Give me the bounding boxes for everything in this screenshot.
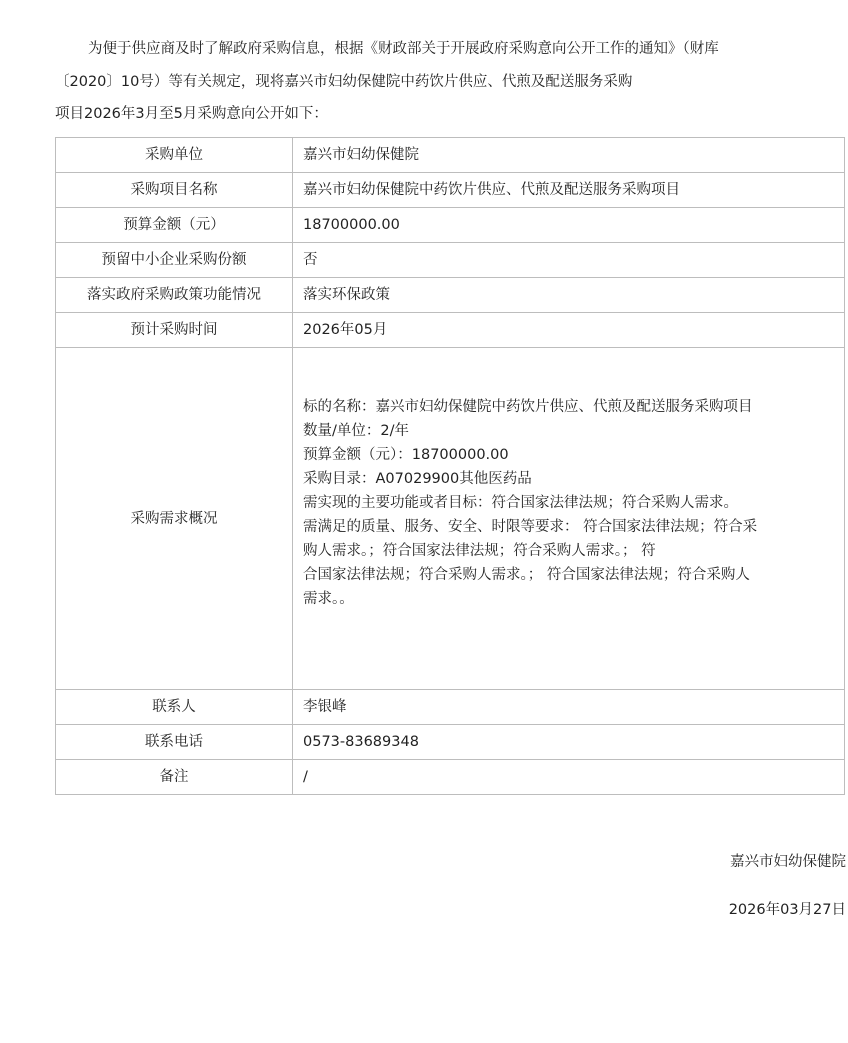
overview-line: 合国家法律法规；符合采购人需求。； 符合国家法律法规；符合采购人 [303, 566, 750, 583]
row-label: 联系电话 [56, 725, 293, 760]
table-row-project-name [56, 173, 845, 208]
overview-line: 标的名称：嘉兴市妇幼保健院中药饮片供应、代煎及配送服务采购项目 [303, 398, 753, 415]
row-value: 嘉兴市妇幼保健院 [293, 138, 845, 173]
table-row-time [56, 313, 845, 348]
table-row-phone [56, 725, 845, 760]
intro-line-1: 为便于供应商及时了解政府采购信息，根据《财政部关于开展政府采购意向公开工作的通知》（财库 [88, 41, 719, 57]
overview-cell [293, 348, 845, 690]
row-label: 备注 [56, 760, 293, 795]
overview-line: 需求。。 [303, 590, 354, 607]
row-value: / [293, 760, 845, 795]
table-row-contact [56, 690, 845, 725]
table-row-unit [56, 138, 845, 173]
intro-line-2: 〔2020〕10号）等有关规定，现将嘉兴市妇幼保健院中药饮片供应、代煎及配送服务采购 [55, 74, 633, 90]
row-value: 李银峰 [293, 690, 845, 725]
table-row-overview [56, 348, 845, 690]
overview-line: 购人需求。；符合国家法律法规；符合采购人需求。； 符 [303, 542, 656, 559]
overview-line: 预算金额（元）：18700000.00 [303, 446, 509, 463]
row-value: 18700000.00 [293, 208, 845, 243]
row-label: 落实政府采购政策功能情况 [56, 278, 293, 313]
overview-line: 需实现的主要功能或者目标：符合国家法律法规；符合采购人需求。 [303, 494, 738, 511]
row-value: 落实环保政策 [293, 278, 845, 313]
overview-line: 采购目录：A07029900其他医药品 [303, 470, 532, 487]
row-label: 预计采购时间 [56, 313, 293, 348]
issue-date: 2026年03月27日 [728, 902, 846, 918]
overview-line: 需满足的质量、服务、安全、时限等要求： 符合国家法律法规；符合采 [303, 518, 758, 535]
table-row-remark [56, 760, 845, 795]
row-value: 0573-83689348 [293, 725, 845, 760]
overview-detail [293, 395, 844, 611]
row-label: 采购单位 [56, 138, 293, 173]
table-row-sme-share [56, 243, 845, 278]
overview-line: 数量/单位：2/年 [303, 422, 409, 439]
table-row-budget [56, 208, 845, 243]
row-value: 否 [293, 243, 845, 278]
issuing-organization: 嘉兴市妇幼保健院 [730, 854, 846, 870]
intro-line-3: 项目2026年3月至5月采购意向公开如下： [55, 106, 328, 122]
row-value: 2026年05月 [293, 313, 845, 348]
row-value: 嘉兴市妇幼保健院中药饮片供应、代煎及配送服务采购项目 [293, 173, 845, 208]
row-label: 预留中小企业采购份额 [56, 243, 293, 278]
table-row-policy [56, 278, 845, 313]
procurement-info-table [55, 137, 845, 795]
row-label: 预算金额（元） [56, 208, 293, 243]
row-label: 联系人 [56, 690, 293, 725]
row-label: 采购项目名称 [56, 173, 293, 208]
row-label: 采购需求概况 [56, 348, 293, 690]
